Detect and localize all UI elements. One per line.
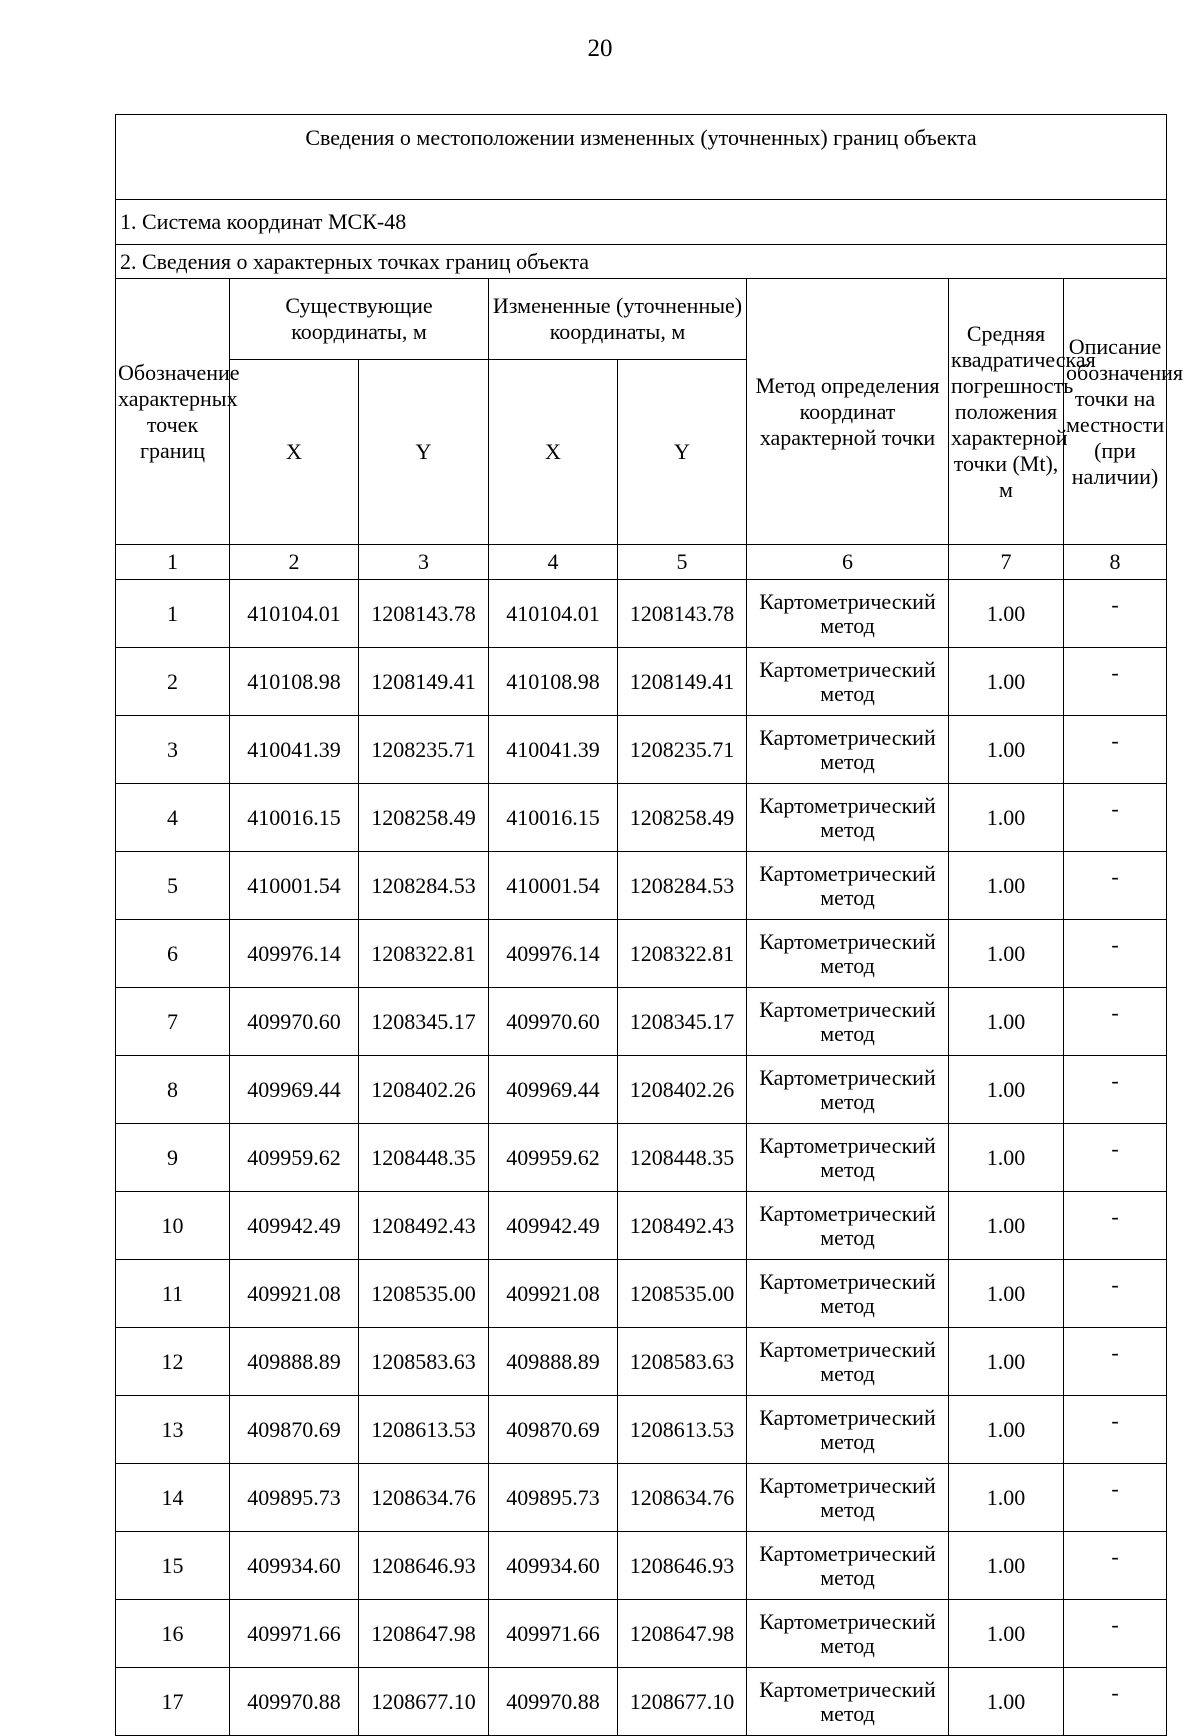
existing-x-cell: 410001.54 [230, 852, 359, 920]
rms-error-cell: 1.00 [949, 648, 1064, 716]
existing-y-cell: 1208345.17 [359, 988, 489, 1056]
existing-x-cell: 410104.01 [230, 580, 359, 648]
point-number-cell: 13 [116, 1396, 230, 1464]
changed-x-cell: 409970.60 [489, 988, 618, 1056]
changed-y-cell: 1208345.17 [618, 988, 747, 1056]
description-cell: - [1064, 648, 1167, 716]
header-changed-x: X [489, 360, 618, 545]
column-number: 3 [359, 545, 489, 580]
rms-error-cell: 1.00 [949, 920, 1064, 988]
point-number-cell: 14 [116, 1464, 230, 1532]
method-cell: Картометрический метод [747, 1532, 949, 1600]
header-row-1 [116, 279, 1167, 360]
existing-x-cell: 410041.39 [230, 716, 359, 784]
existing-y-cell: 1208613.53 [359, 1396, 489, 1464]
table-row [116, 1532, 1167, 1600]
point-number-cell: 4 [116, 784, 230, 852]
changed-y-cell: 1208634.76 [618, 1464, 747, 1532]
changed-x-cell: 409870.69 [489, 1396, 618, 1464]
method-cell: Картометрический метод [747, 988, 949, 1056]
header-designation: Обозначение характерных точек границ [116, 279, 230, 545]
changed-x-cell: 410001.54 [489, 852, 618, 920]
description-cell: - [1064, 1328, 1167, 1396]
rms-error-cell: 1.00 [949, 1328, 1064, 1396]
changed-x-cell: 409934.60 [489, 1532, 618, 1600]
changed-y-cell: 1208647.98 [618, 1600, 747, 1668]
changed-x-cell: 409971.66 [489, 1600, 618, 1668]
table-row [116, 1668, 1167, 1736]
rms-error-cell: 1.00 [949, 1056, 1064, 1124]
table-row [116, 1056, 1167, 1124]
description-cell: - [1064, 1396, 1167, 1464]
method-cell: Картометрический метод [747, 1124, 949, 1192]
method-cell: Картометрический метод [747, 1600, 949, 1668]
page-number: 20 [587, 35, 613, 62]
rms-error-cell: 1.00 [949, 580, 1064, 648]
rms-error-cell: 1.00 [949, 1260, 1064, 1328]
rms-error-cell: 1.00 [949, 852, 1064, 920]
changed-y-cell: 1208258.49 [618, 784, 747, 852]
existing-x-cell: 410108.98 [230, 648, 359, 716]
points-section-title: 2. Сведения о характерных точках границ объекта [116, 245, 1167, 279]
description-cell: - [1064, 716, 1167, 784]
description-cell: - [1064, 1600, 1167, 1668]
column-number: 4 [489, 545, 618, 580]
description-cell: - [1064, 920, 1167, 988]
changed-y-cell: 1208583.63 [618, 1328, 747, 1396]
table-row [116, 648, 1167, 716]
changed-x-cell: 409921.08 [489, 1260, 618, 1328]
existing-y-cell: 1208258.49 [359, 784, 489, 852]
changed-y-cell: 1208535.00 [618, 1260, 747, 1328]
rms-error-cell: 1.00 [949, 1396, 1064, 1464]
header-existing-x: X [230, 360, 359, 545]
table-row [116, 1600, 1167, 1668]
existing-y-cell: 1208647.98 [359, 1600, 489, 1668]
changed-x-cell: 409970.88 [489, 1668, 618, 1736]
existing-x-cell: 409895.73 [230, 1464, 359, 1532]
changed-x-cell: 410016.15 [489, 784, 618, 852]
description-cell: - [1064, 580, 1167, 648]
rms-error-cell: 1.00 [949, 988, 1064, 1056]
header-existing-y: Y [359, 360, 489, 545]
changed-y-cell: 1208646.93 [618, 1532, 747, 1600]
changed-x-cell: 409959.62 [489, 1124, 618, 1192]
existing-y-cell: 1208492.43 [359, 1192, 489, 1260]
existing-y-cell: 1208677.10 [359, 1668, 489, 1736]
changed-y-cell: 1208322.81 [618, 920, 747, 988]
changed-y-cell: 1208143.78 [618, 580, 747, 648]
description-cell: - [1064, 1056, 1167, 1124]
point-number-cell: 5 [116, 852, 230, 920]
description-cell: - [1064, 988, 1167, 1056]
existing-y-cell: 1208448.35 [359, 1124, 489, 1192]
method-cell: Картометрический метод [747, 1668, 949, 1736]
method-cell: Картометрический метод [747, 1192, 949, 1260]
changed-y-cell: 1208284.53 [618, 852, 747, 920]
rms-error-cell: 1.00 [949, 1124, 1064, 1192]
column-number: 1 [116, 545, 230, 580]
table-row [116, 1192, 1167, 1260]
existing-x-cell: 409976.14 [230, 920, 359, 988]
header-description: Описание обозначения точки на местности (при наличии) [1064, 279, 1167, 545]
changed-x-cell: 410041.39 [489, 716, 618, 784]
rms-error-cell: 1.00 [949, 784, 1064, 852]
method-cell: Картометрический метод [747, 920, 949, 988]
changed-x-cell: 410104.01 [489, 580, 618, 648]
method-cell: Картометрический метод [747, 580, 949, 648]
point-number-cell: 3 [116, 716, 230, 784]
rms-error-cell: 1.00 [949, 1464, 1064, 1532]
existing-x-cell: 409934.60 [230, 1532, 359, 1600]
existing-y-cell: 1208402.26 [359, 1056, 489, 1124]
rms-error-cell: 1.00 [949, 1532, 1064, 1600]
description-cell: - [1064, 1124, 1167, 1192]
existing-y-cell: 1208284.53 [359, 852, 489, 920]
point-number-cell: 1 [116, 580, 230, 648]
point-number-cell: 7 [116, 988, 230, 1056]
method-cell: Картометрический метод [747, 716, 949, 784]
table-row [116, 988, 1167, 1056]
existing-y-cell: 1208535.00 [359, 1260, 489, 1328]
existing-y-cell: 1208583.63 [359, 1328, 489, 1396]
existing-y-cell: 1208149.41 [359, 648, 489, 716]
column-number: 7 [949, 545, 1064, 580]
table-title-row [116, 115, 1167, 200]
point-number-cell: 12 [116, 1328, 230, 1396]
header-existing-coordinates: Существующие координаты, м [230, 279, 489, 360]
table-row [116, 784, 1167, 852]
method-cell: Картометрический метод [747, 648, 949, 716]
table-row [116, 852, 1167, 920]
table-row [116, 716, 1167, 784]
point-number-cell: 6 [116, 920, 230, 988]
changed-x-cell: 409976.14 [489, 920, 618, 988]
existing-x-cell: 410016.15 [230, 784, 359, 852]
existing-x-cell: 409942.49 [230, 1192, 359, 1260]
column-numbers-row [116, 545, 1167, 580]
existing-y-cell: 1208235.71 [359, 716, 489, 784]
coordinate-system-row [116, 200, 1167, 245]
table-row [116, 920, 1167, 988]
existing-y-cell: 1208646.93 [359, 1532, 489, 1600]
existing-x-cell: 409959.62 [230, 1124, 359, 1192]
table-row [116, 1396, 1167, 1464]
existing-x-cell: 409971.66 [230, 1600, 359, 1668]
method-cell: Картометрический метод [747, 852, 949, 920]
coordinate-system: 1. Система координат МСК-48 [116, 200, 1167, 245]
header-changed-y: Y [618, 360, 747, 545]
point-number-cell: 10 [116, 1192, 230, 1260]
table-row [116, 1328, 1167, 1396]
rms-error-cell: 1.00 [949, 1600, 1064, 1668]
header-rms-error: Средняя квадратическая погрешность положения характерной точки (Mt), м [949, 279, 1064, 545]
description-cell: - [1064, 1464, 1167, 1532]
point-number-cell: 15 [116, 1532, 230, 1600]
method-cell: Картометрический метод [747, 1056, 949, 1124]
changed-y-cell: 1208235.71 [618, 716, 747, 784]
existing-y-cell: 1208322.81 [359, 920, 489, 988]
table-row [116, 1464, 1167, 1532]
boundary-points-table [115, 114, 1184, 1736]
rms-error-cell: 1.00 [949, 1192, 1064, 1260]
column-number: 6 [747, 545, 949, 580]
existing-y-cell: 1208143.78 [359, 580, 489, 648]
rms-error-cell: 1.00 [949, 716, 1064, 784]
method-cell: Картометрический метод [747, 1396, 949, 1464]
changed-x-cell: 409895.73 [489, 1464, 618, 1532]
changed-x-cell: 409969.44 [489, 1056, 618, 1124]
existing-x-cell: 409970.88 [230, 1668, 359, 1736]
method-cell: Картометрический метод [747, 1328, 949, 1396]
method-cell: Картометрический метод [747, 784, 949, 852]
method-cell: Картометрический метод [747, 1260, 949, 1328]
column-number: 8 [1064, 545, 1167, 580]
description-cell: - [1064, 1260, 1167, 1328]
description-cell: - [1064, 852, 1167, 920]
rms-error-cell: 1.00 [949, 1668, 1064, 1736]
changed-y-cell: 1208677.10 [618, 1668, 747, 1736]
changed-y-cell: 1208492.43 [618, 1192, 747, 1260]
header-changed-coordinates: Измененные (уточненные) координаты, м [489, 279, 747, 360]
description-cell: - [1064, 1668, 1167, 1736]
table-row [116, 580, 1167, 648]
point-number-cell: 11 [116, 1260, 230, 1328]
description-cell: - [1064, 784, 1167, 852]
changed-x-cell: 409942.49 [489, 1192, 618, 1260]
table-row [116, 1124, 1167, 1192]
changed-y-cell: 1208448.35 [618, 1124, 747, 1192]
method-cell: Картометрический метод [747, 1464, 949, 1532]
changed-y-cell: 1208149.41 [618, 648, 747, 716]
column-number: 2 [230, 545, 359, 580]
changed-x-cell: 410108.98 [489, 648, 618, 716]
points-section-row [116, 245, 1167, 279]
changed-x-cell: 409888.89 [489, 1328, 618, 1396]
description-cell: - [1064, 1192, 1167, 1260]
existing-x-cell: 409921.08 [230, 1260, 359, 1328]
existing-x-cell: 409888.89 [230, 1328, 359, 1396]
changed-y-cell: 1208613.53 [618, 1396, 747, 1464]
existing-x-cell: 409970.60 [230, 988, 359, 1056]
description-cell: - [1064, 1532, 1167, 1600]
existing-y-cell: 1208634.76 [359, 1464, 489, 1532]
existing-x-cell: 409969.44 [230, 1056, 359, 1124]
column-number: 5 [618, 545, 747, 580]
table-title: Сведения о местоположении измененных (уточненных) границ объекта [116, 115, 1167, 200]
point-number-cell: 16 [116, 1600, 230, 1668]
changed-y-cell: 1208402.26 [618, 1056, 747, 1124]
point-number-cell: 8 [116, 1056, 230, 1124]
existing-x-cell: 409870.69 [230, 1396, 359, 1464]
point-number-cell: 2 [116, 648, 230, 716]
point-number-cell: 9 [116, 1124, 230, 1192]
header-method: Метод определения координат характерной точки [747, 279, 949, 545]
table-row [116, 1260, 1167, 1328]
point-number-cell: 17 [116, 1668, 230, 1736]
